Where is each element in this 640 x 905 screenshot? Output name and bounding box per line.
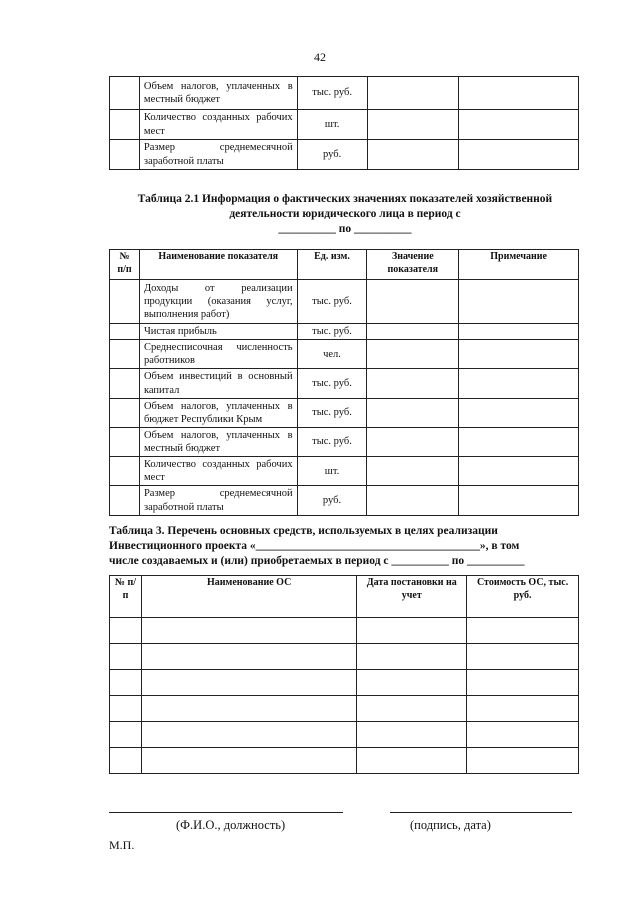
table3-title: Таблица 3. Перечень основных средств, используемых в целях реализации Инвестиционного проекта «_______________________________________», в том числе создаваемых и (или) приобретаемых в период с __________ по __________ xyxy=(109,525,525,567)
header-indicator: Наименование показателя xyxy=(139,250,297,280)
unit-cell: тыс. руб. xyxy=(297,398,367,427)
unit-cell: тыс. руб. xyxy=(297,427,367,456)
value-cell[interactable] xyxy=(367,340,459,369)
indicator-name-cell: Объем налогов, уплаченных в местный бюджет xyxy=(139,427,297,456)
header-registration-date: Дата постановки на учет xyxy=(357,576,467,618)
table-row xyxy=(110,486,579,515)
unit-cell: тыс. руб. xyxy=(297,369,367,398)
row-number-cell xyxy=(110,457,140,486)
asset-name-cell[interactable] xyxy=(141,696,356,722)
value-cell[interactable] xyxy=(367,280,459,324)
row-number-cell xyxy=(110,77,140,110)
unit-cell: шт. xyxy=(297,457,367,486)
value-cell[interactable] xyxy=(367,398,459,427)
asset-name-cell[interactable] xyxy=(141,618,356,644)
row-number-cell xyxy=(110,427,140,456)
indicator-name-cell: Количество созданных рабочих мест xyxy=(139,110,297,140)
value-cell[interactable] xyxy=(367,324,459,340)
table-row xyxy=(110,618,579,644)
indicator-name-cell: Чистая прибыль xyxy=(139,324,297,340)
value-cell[interactable] xyxy=(367,140,459,170)
value-cell[interactable] xyxy=(367,427,459,456)
table-row xyxy=(110,722,579,748)
indicator-name-cell: Объем инвестиций в основный капитал xyxy=(139,369,297,398)
asset-cost-cell[interactable] xyxy=(467,722,579,748)
row-number-cell xyxy=(110,324,140,340)
unit-cell: шт. xyxy=(297,110,367,140)
value-cell[interactable] xyxy=(367,486,459,515)
note-cell[interactable] xyxy=(459,110,579,140)
row-number-cell xyxy=(110,340,140,369)
header-number: № п/п xyxy=(110,576,142,618)
note-cell[interactable] xyxy=(459,140,579,170)
registration-date-cell[interactable] xyxy=(357,722,467,748)
row-number-cell xyxy=(110,670,142,696)
value-cell[interactable] xyxy=(367,457,459,486)
table-row xyxy=(110,77,579,110)
stamp-label: М.П. xyxy=(109,838,135,852)
asset-cost-cell[interactable] xyxy=(467,644,579,670)
unit-cell: тыс. руб. xyxy=(297,324,367,340)
indicator-name-cell: Объем налогов, уплаченных в местный бюджет xyxy=(139,77,297,110)
registration-date-cell[interactable] xyxy=(357,670,467,696)
note-cell[interactable] xyxy=(459,369,579,398)
unit-cell: тыс. руб. xyxy=(297,280,367,324)
header-asset-cost: Стоимость ОС, тыс. руб. xyxy=(467,576,579,618)
table-row xyxy=(110,140,579,170)
note-cell[interactable] xyxy=(459,427,579,456)
table21-title: Таблица 2.1 Информация о фактических значениях показателей хозяйственной деятельности юридического лица в период с __________ по __________ xyxy=(137,193,553,235)
table-row xyxy=(110,644,579,670)
row-number-cell xyxy=(110,280,140,324)
indicator-name-cell: Объем налогов, уплаченных в бюджет Республики Крым xyxy=(139,398,297,427)
registration-date-cell[interactable] xyxy=(357,748,467,774)
header-unit: Ед. изм. xyxy=(297,250,367,280)
row-number-cell xyxy=(110,398,140,427)
page-number: 42 xyxy=(314,50,326,64)
value-cell[interactable] xyxy=(367,77,459,110)
asset-name-cell[interactable] xyxy=(141,748,356,774)
table3 xyxy=(109,575,579,774)
asset-cost-cell[interactable] xyxy=(467,618,579,644)
row-number-cell xyxy=(110,140,140,170)
row-number-cell xyxy=(110,369,140,398)
note-cell[interactable] xyxy=(459,280,579,324)
row-number-cell xyxy=(110,748,142,774)
registration-date-cell[interactable] xyxy=(357,644,467,670)
note-cell[interactable] xyxy=(459,398,579,427)
table-row xyxy=(110,427,579,456)
row-number-cell xyxy=(110,618,142,644)
fio-label: (Ф.И.О., должность) xyxy=(176,818,286,832)
note-cell[interactable] xyxy=(459,324,579,340)
fio-line xyxy=(109,812,343,813)
note-cell[interactable] xyxy=(459,457,579,486)
asset-cost-cell[interactable] xyxy=(467,670,579,696)
indicator-name-cell: Среднесписочная численность работников xyxy=(139,340,297,369)
row-number-cell xyxy=(110,110,140,140)
row-number-cell xyxy=(110,722,142,748)
indicator-name-cell: Размер среднемесячной заработной платы xyxy=(139,140,297,170)
table-row xyxy=(110,748,579,774)
row-number-cell xyxy=(110,486,140,515)
table-row xyxy=(110,670,579,696)
unit-cell: руб. xyxy=(297,140,367,170)
registration-date-cell[interactable] xyxy=(357,618,467,644)
unit-cell: тыс. руб. xyxy=(297,77,367,110)
table-row xyxy=(110,280,579,324)
header-asset-name: Наименование ОС xyxy=(141,576,356,618)
note-cell[interactable] xyxy=(459,340,579,369)
header-value: Значение показателя xyxy=(367,250,459,280)
asset-name-cell[interactable] xyxy=(141,670,356,696)
table-row xyxy=(110,696,579,722)
signature-label: (подпись, дата) xyxy=(410,818,491,832)
signature-line xyxy=(390,812,572,813)
row-number-cell xyxy=(110,644,142,670)
table-row xyxy=(110,457,579,486)
indicator-name-cell: Размер среднемесячной заработной платы xyxy=(139,486,297,515)
table-row xyxy=(110,369,579,398)
asset-name-cell[interactable] xyxy=(141,644,356,670)
asset-cost-cell[interactable] xyxy=(467,696,579,722)
header-note: Примечание xyxy=(459,250,579,280)
asset-name-cell[interactable] xyxy=(141,722,356,748)
table-row xyxy=(110,110,579,140)
indicator-name-cell: Количество созданных рабочих мест xyxy=(139,457,297,486)
value-cell[interactable] xyxy=(367,110,459,140)
note-cell[interactable] xyxy=(459,486,579,515)
indicator-name-cell: Доходы от реализации продукции (оказания услуг, выполнения работ) xyxy=(139,280,297,324)
registration-date-cell[interactable] xyxy=(357,696,467,722)
note-cell[interactable] xyxy=(459,77,579,110)
unit-cell: чел. xyxy=(297,340,367,369)
asset-cost-cell[interactable] xyxy=(467,748,579,774)
unit-cell: руб. xyxy=(297,486,367,515)
value-cell[interactable] xyxy=(367,369,459,398)
table-top-continuation xyxy=(109,76,579,170)
table-row xyxy=(110,340,579,369)
row-number-cell xyxy=(110,696,142,722)
table-row xyxy=(110,398,579,427)
header-number: № п/п xyxy=(110,250,140,280)
table21 xyxy=(109,249,579,516)
table-row xyxy=(110,324,579,340)
